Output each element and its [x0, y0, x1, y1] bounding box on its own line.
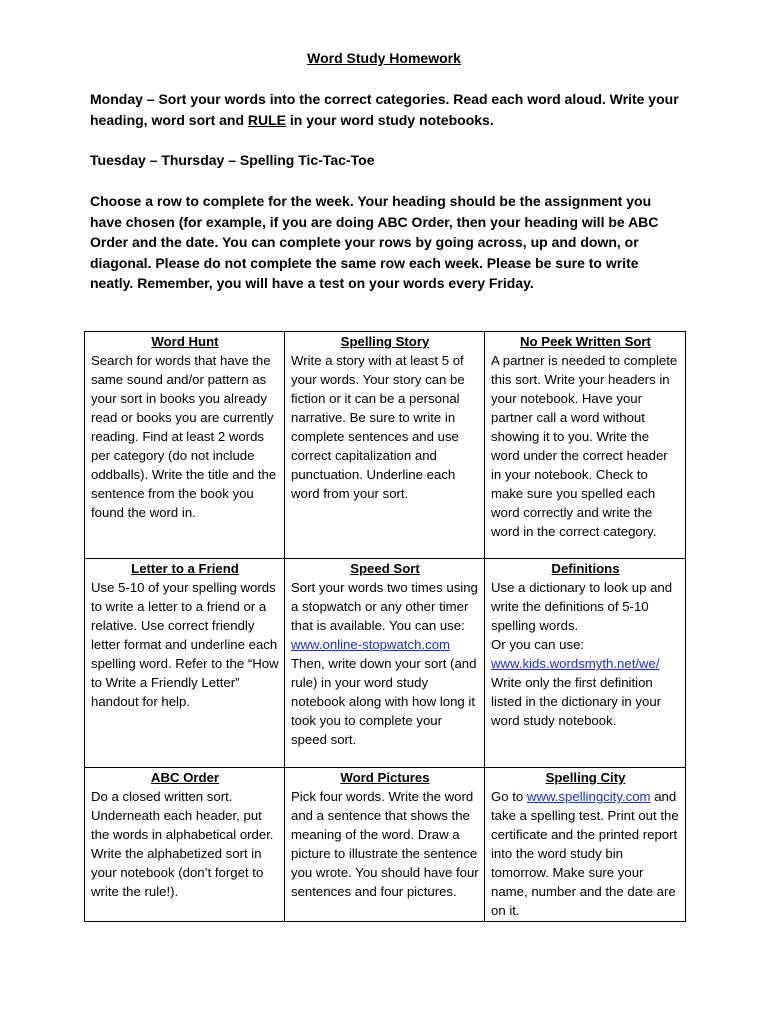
speed-sort-text-2: Then, write down your sort (and rule) in your word study notebook along with how long it took you to complete your speed sort. [291, 656, 477, 747]
online-stopwatch-link[interactable]: www.online-stopwatch.com [291, 637, 451, 652]
cell-text-word-pictures: Pick four words. Write the word and a sentence that shows the meaning of the word. Draw a picture to illustrate the sentence you wrote. You should have four sentences and four pictures. [291, 789, 479, 899]
tic-tac-toe-grid [84, 331, 686, 922]
cell-spelling-city [485, 768, 686, 922]
cell-word-pictures [285, 768, 485, 922]
definitions-text-1b: Or you can use: [491, 637, 585, 652]
spelling-city-text-pre: Go to [491, 789, 527, 804]
cell-text-spelling-story: Write a story with at least 5 of your words. Your story can be fiction or it can be a personal narrative. Be sure to write in complete sentences and use correct capitalization and punctuation. Underline each word from your sort. [291, 353, 465, 501]
monday-paragraph [90, 89, 680, 130]
cell-letter-to-a-friend [85, 559, 285, 768]
spelling-city-text-post: and take a spelling test. Print out the certificate and the printed report into the word study bin tomorrow. Make sure your name, number and the date are on it. [491, 789, 679, 918]
page-title: Word Study Homework [307, 50, 461, 66]
monday-text: Monday – Sort your words into the correct categories. Read each word aloud. Write your heading, word sort and [90, 91, 679, 128]
cell-title-word-hunt: Word Hunt [151, 334, 219, 349]
cell-title-speed-sort: Speed Sort [350, 561, 420, 576]
cell-title-definitions: Definitions [551, 561, 620, 576]
cell-title-spelling-city: Spelling City [545, 770, 626, 785]
cell-definitions [485, 559, 686, 768]
instructions-paragraph: Choose a row to complete for the week. Your heading should be the assignment you have chosen (for example, if you are doing ABC Order, then your heading will be ABC Order and the date. You can complete your rows by going across, up and down, or diagonal. Please do not complete the same row each week. Please be sure to write neatly. Remember, you will have a test on your words every Friday. [90, 193, 659, 291]
definitions-text-1: Use a dictionary to look up and write the definitions of 5-10 spelling words. [491, 580, 673, 633]
rule-word: RULE [247, 111, 287, 128]
cell-title-letter: Letter to a Friend [131, 561, 239, 576]
speed-sort-text-1: Sort your words two times using a stopwatch or any other timer that is available. You can use: [291, 580, 478, 633]
cell-title-abc-order: ABC Order [150, 770, 220, 785]
grid-row-1 [85, 332, 686, 559]
cell-text-definitions [491, 578, 680, 730]
definitions-text-2: Write only the first definition listed in the dictionary in your word study notebook. [491, 675, 662, 728]
tuesday-heading: Tuesday – Thursday – Spelling Tic-Tac-Toe [90, 152, 375, 168]
cell-no-peek-written-sort [485, 332, 686, 559]
cell-title-spelling-story: Spelling Story [340, 334, 430, 349]
cell-text-word-hunt: Search for words that have the same sound and/or pattern as your sort in books you already read or books you are currently reading. Find at least 2 words per category (do not include oddballs). Write the title and the sentence from the book you found the word in. [91, 353, 277, 520]
grid-row-3 [85, 768, 686, 922]
cell-text-spelling-city [491, 787, 680, 920]
cell-text-letter: Use 5-10 of your spelling words to write a letter to a friend or a relative. Use correct friendly letter format and underline each spelling word. Refer to the “How to Write a Friendly Letter” handout for help. [91, 580, 279, 709]
cell-text-abc-order: Do a closed written sort. Underneath each header, put the words in alphabetical order. Write the alphabetized sort in your notebook (don’t forget to write the rule!). [91, 789, 274, 899]
cell-speed-sort [285, 559, 485, 768]
cell-spelling-story [285, 332, 485, 559]
cell-title-word-pictures: Word Pictures [340, 770, 430, 785]
cell-abc-order [85, 768, 285, 922]
monday-text-end: in your word study notebooks. [286, 111, 494, 128]
spellingcity-link[interactable]: www.spellingcity.com [526, 789, 651, 804]
grid-row-2 [85, 559, 686, 768]
cell-text-speed-sort [291, 578, 479, 749]
wordsmyth-link[interactable]: www.kids.wordsmyth.net/we/ [491, 656, 660, 671]
cell-title-no-peek: No Peek Written Sort [520, 334, 651, 349]
cell-word-hunt [85, 332, 285, 559]
cell-text-no-peek: A partner is needed to complete this sort. Write your headers in your notebook. Have your partner call a word without showing it to you. Write the word under the correct header in your notebook. Check to make sure you spelled each word correctly and write the word in the correct category. [491, 353, 678, 539]
